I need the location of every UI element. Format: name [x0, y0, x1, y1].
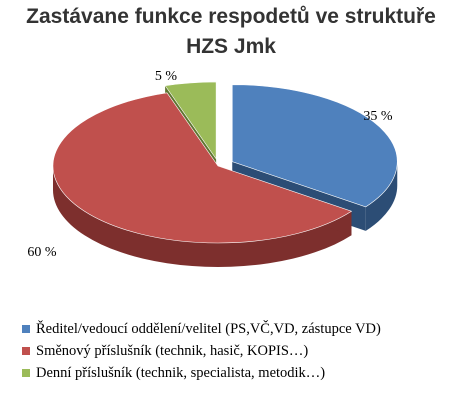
- chart-title-line-2: HZS Jmk: [186, 35, 276, 58]
- legend-label-daily: Denní příslušník (technik, specialista, metodik…): [36, 364, 326, 381]
- data-label-shift: 60 %: [27, 245, 57, 260]
- data-label-director: 35 %: [363, 109, 393, 124]
- legend-swatch-daily: [22, 369, 30, 377]
- data-label-daily: 5 %: [154, 69, 178, 84]
- chart-title-line-1: Zastávane funkce respodetů ve struktuře: [26, 5, 436, 28]
- legend-item-shift: [22, 340, 381, 362]
- legend-item-director: [22, 318, 381, 340]
- legend: [22, 318, 381, 384]
- legend-label-director: Ředitel/vedoucí oddělení/velitel (PS,VČ,VD, zástupce VD): [36, 320, 381, 337]
- legend-swatch-shift: [22, 347, 30, 355]
- legend-swatch-director: [22, 325, 30, 333]
- legend-label-shift: Směnový příslušník (technik, hasič, KOPIS…): [36, 342, 309, 359]
- legend-item-daily: [22, 362, 381, 384]
